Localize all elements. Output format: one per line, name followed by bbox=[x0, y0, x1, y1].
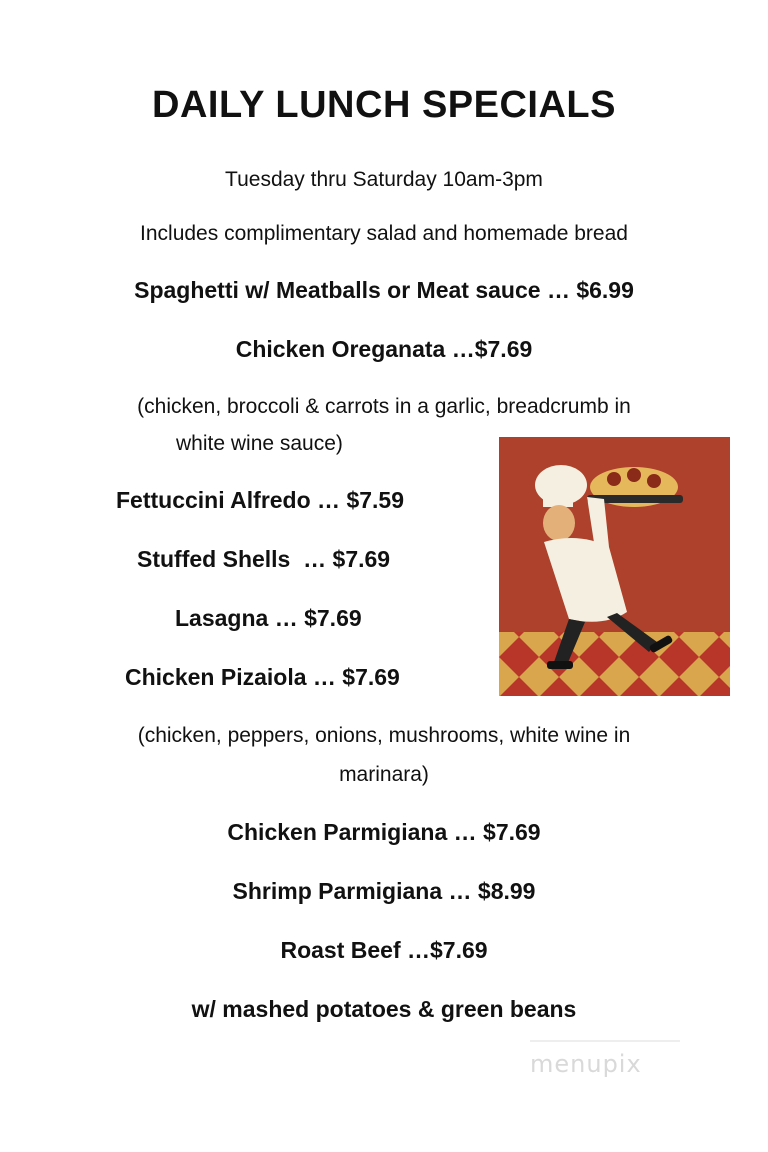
menu-desc-oreganata-1: (chicken, broccoli & carrots in a garlic, breadcrumb in bbox=[137, 395, 631, 418]
menu-item-roast-beef-sides: w/ mashed potatoes & green beans bbox=[191, 996, 577, 1022]
menu-schedule: Tuesday thru Saturday 10am-3pm bbox=[225, 168, 543, 191]
watermark-logo: menupix bbox=[530, 1050, 642, 1078]
menu-item-stuffed-shells: Stuffed Shells … $7.69 bbox=[137, 546, 391, 572]
menu-includes: Includes complimentary salad and homemade bread bbox=[140, 222, 628, 245]
menu-item-roast-beef: Roast Beef …$7.69 bbox=[280, 937, 488, 963]
menu-desc-oreganata-2: white wine sauce) bbox=[176, 432, 343, 455]
chef-icon bbox=[499, 437, 730, 696]
menu-desc-pizaiola-2: marinara) bbox=[339, 763, 429, 786]
menu-item-chicken-oreganata: Chicken Oreganata …$7.69 bbox=[235, 336, 533, 362]
menu-item-lasagna: Lasagna … $7.69 bbox=[175, 605, 362, 631]
menu-item-chicken-parmigiana: Chicken Parmigiana … $7.69 bbox=[227, 819, 541, 845]
menu-item-spaghetti: Spaghetti w/ Meatballs or Meat sauce … $6.99 bbox=[134, 277, 634, 303]
menu-item-chicken-pizaiola: Chicken Pizaiola … $7.69 bbox=[125, 664, 400, 690]
chef-illustration bbox=[499, 437, 730, 696]
menu-item-shrimp-parmigiana: Shrimp Parmigiana … $8.99 bbox=[232, 878, 536, 904]
watermark-decoration bbox=[530, 1038, 680, 1044]
menu-title: DAILY LUNCH SPECIALS bbox=[152, 84, 616, 126]
menu-desc-pizaiola-1: (chicken, peppers, onions, mushrooms, white wine in bbox=[137, 724, 631, 747]
menu-item-fettuccini: Fettuccini Alfredo … $7.59 bbox=[116, 487, 404, 513]
